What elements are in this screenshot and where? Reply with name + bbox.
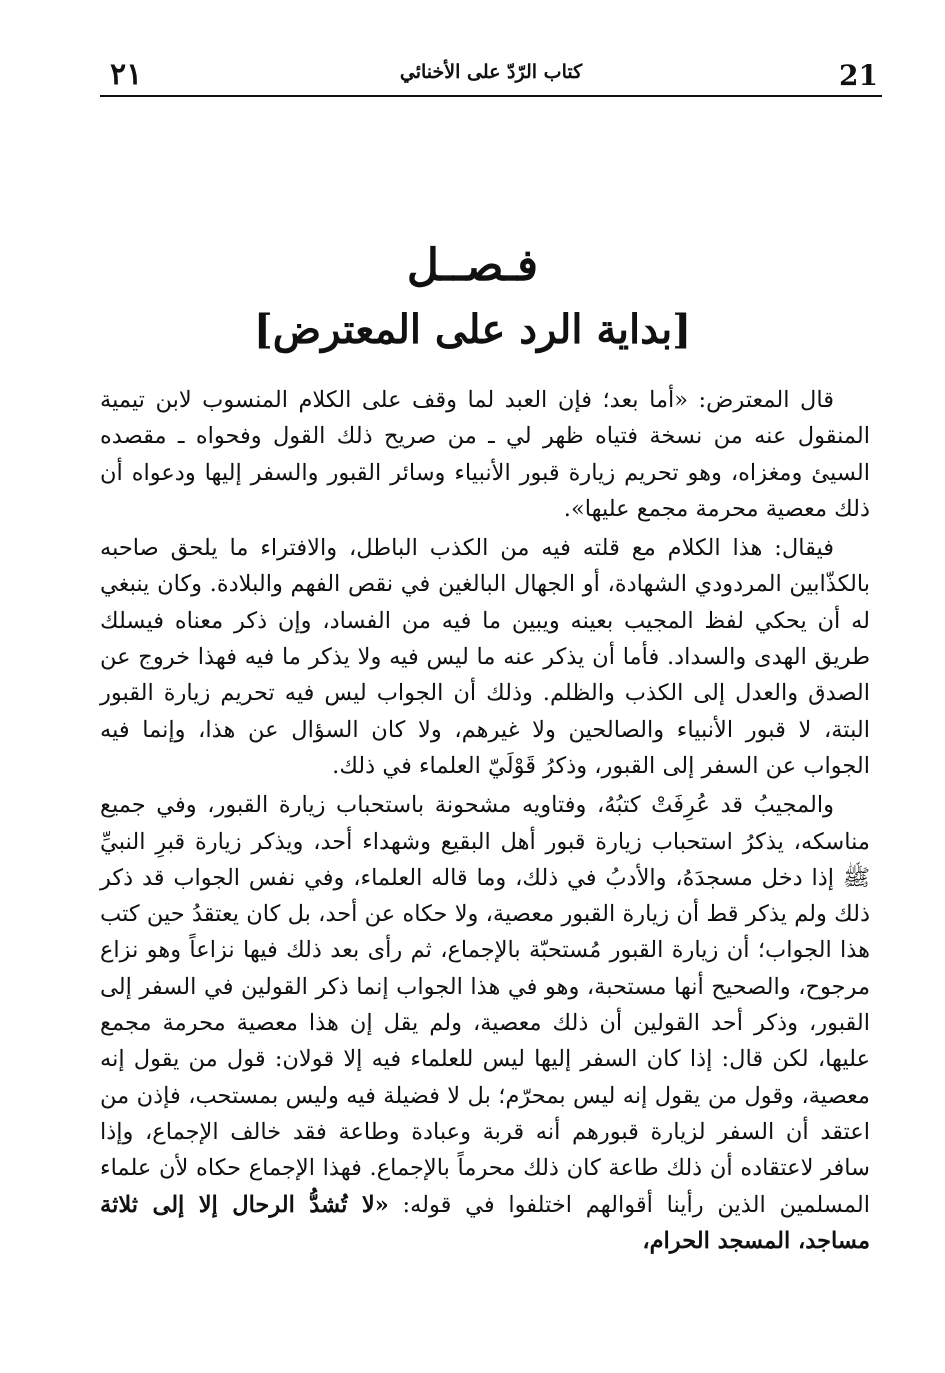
paragraph-3 — [100, 787, 870, 1259]
section-label: فـصــل — [406, 240, 539, 291]
section-title: [بداية الرد على المعترض] — [253, 306, 692, 353]
running-header — [100, 55, 882, 95]
paragraph-1: قال المعترض: «أما بعد؛ فإن العبد لما وقف على الكلام المنسوب لابن تيمية المنقول عنه من نسخة فتياه ظهر لي ـ من صريح ذلك القول وفحواه ـ مقصده السيئ ومغزاه، وهو تحريم زيارة قبور الأنبياء وسائر القبور والسفر إليها ودعواه أن ذلك معصية محرمة مجمع عليها». — [100, 387, 870, 522]
header-rule — [100, 95, 882, 97]
page-number-arabic: ٢١ — [110, 57, 143, 92]
paragraph-3-text: والمجيبُ قد عُرِفَتْ كتبُهُ، وفتاويه مشحونة باستحباب زيارة القبور، وفي جميع مناسكه، يذكرُ استحباب زيارة قبور أهل البقيع وشهداء أحد، ويذكر زيارة قبرِ النبيِّ ﷺ إذا دخل مسجدَهُ، والأدبُ في ذلك، وما قاله العلماء، وفي نفس الجواب قد ذكر ذلك ولم يذكر قط أن زيارة القبور معصية، ولا حكاه عن أحد، بل كان يعتقدُ حين كتب هذا الجواب؛ أن زيارة القبور مُستحبّة بالإجماع، ثم رأى بعد ذلك فيها نزاعاً وهو نزاع مرجوح، والصحيح أنها مستحبة، وهو في هذا الجواب إنما ذكر القولين في السفر إلى القبور، وذكر أحد القولين أن ذلك معصية، ولم يقل إن هذا معصية محرمة مجمع عليها، لكن قال: إذا كان السفر إليها ليس للعلماء فيه إلا قولان: قول من يقول إنه معصية، وقول من يقول إنه ليس بمحرّم؛ بل لا فضيلة فيه وليس بمستحب، فإذن من اعتقد أن السفر لزيارة قبورهم أنه قربة وعبادة وطاعة فقد خالف الإجماع، وإذا سافر لاعتقاده أن ذلك طاعة كان ذلك محرماً بالإجماع. فهذا الإجماع حكاه لأن علماء المسلمين الذين رأينا أقوالهم اختلفوا في قوله: — [100, 792, 870, 1218]
paragraph-2: فيقال: هذا الكلام مع قلته فيه من الكذب الباطل، والافتراء ما يلحق صاحبه بالكذّابين المردودي الشهادة، أو الجهال البالغين في نقص الفهم والبلادة. وكان ينبغي له أن يحكي لفظ المجيب بعينه ويبين ما فيه من الفساد، وإن ذكر معناه فيسلك طريق الهدى والسداد. فأما أن يذكر عنه ما ليس فيه ولا يذكر ما فيه فهذا خروج عن الصدق والعدل إلى الكذب والظلم. وذلك أن الجواب ليس فيه تحريم زيارة القبور البتة، لا قبور الأنبياء والصالحين ولا غيرهم، ولا كان السؤال عن هذا، وإنما فيه الجواب عن السفر إلى القبور، وذكرُ قَوْلَيّ العلماء في ذلك. — [100, 535, 870, 779]
page-number-latin: 21 — [839, 59, 878, 92]
hadith-quote: «لا تُشدُّ الرحال إلا إلى ثلاثة مساجد، المسجد الحرام، — [100, 1191, 870, 1254]
book-title: كتاب الرّدّ على الأخنائي — [399, 61, 583, 83]
body-text — [100, 382, 870, 1259]
